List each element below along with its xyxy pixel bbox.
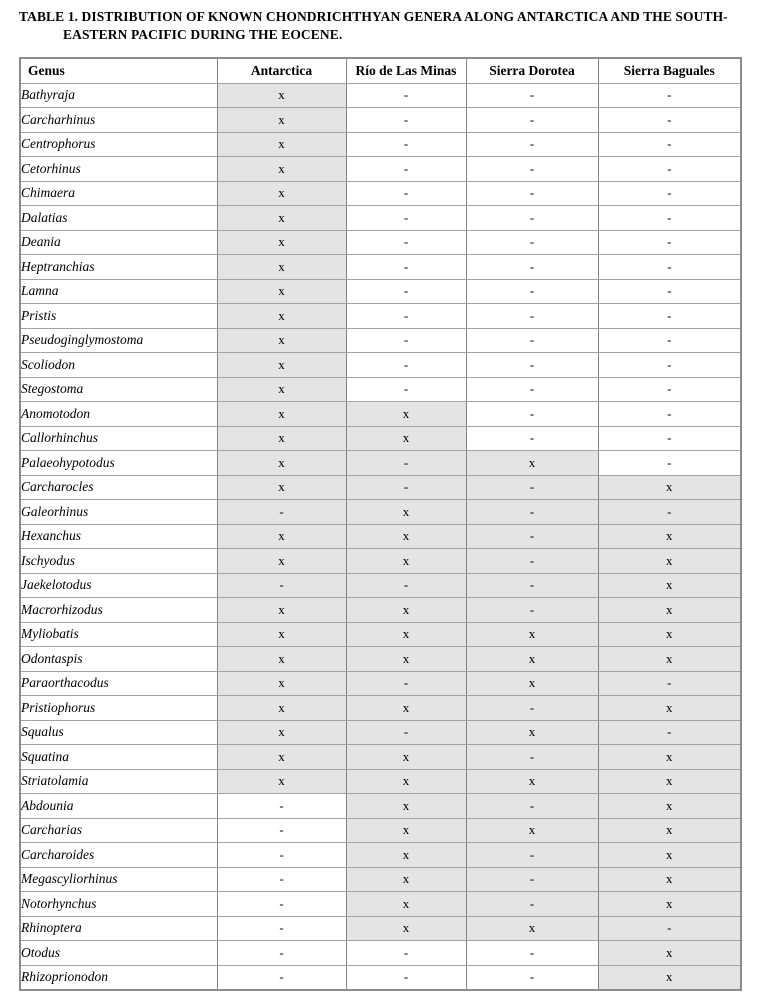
- presence-cell: x: [598, 573, 741, 598]
- presence-cell: -: [346, 328, 466, 353]
- presence-cell: -: [466, 794, 598, 819]
- presence-cell: x: [346, 843, 466, 868]
- table-row: [20, 745, 741, 770]
- presence-cell: x: [217, 426, 346, 451]
- presence-cell: x: [217, 83, 346, 108]
- col-header-rio-de-las-minas: Río de Las Minas: [346, 58, 466, 83]
- presence-cell: x: [217, 598, 346, 623]
- presence-cell: x: [598, 941, 741, 966]
- genus-cell: Cetorhinus: [20, 157, 217, 182]
- table-row: [20, 108, 741, 133]
- genus-cell: Rhinoptera: [20, 916, 217, 941]
- presence-cell: x: [217, 377, 346, 402]
- presence-cell: -: [598, 451, 741, 476]
- presence-cell: -: [466, 941, 598, 966]
- presence-cell: -: [346, 671, 466, 696]
- genus-cell: Otodus: [20, 941, 217, 966]
- presence-cell: -: [217, 794, 346, 819]
- presence-cell: -: [346, 941, 466, 966]
- presence-cell: -: [466, 573, 598, 598]
- presence-cell: x: [346, 622, 466, 647]
- presence-cell: x: [346, 549, 466, 574]
- table-body: [20, 83, 741, 990]
- presence-cell: -: [466, 475, 598, 500]
- presence-cell: x: [217, 671, 346, 696]
- presence-cell: -: [466, 377, 598, 402]
- presence-cell: -: [217, 818, 346, 843]
- table-row: [20, 475, 741, 500]
- presence-cell: x: [346, 867, 466, 892]
- presence-cell: -: [598, 304, 741, 329]
- genus-cell: Squatina: [20, 745, 217, 770]
- presence-cell: -: [466, 157, 598, 182]
- presence-cell: -: [217, 573, 346, 598]
- presence-cell: -: [217, 892, 346, 917]
- table-row: [20, 818, 741, 843]
- table-row: [20, 671, 741, 696]
- table-row: [20, 132, 741, 157]
- presence-cell: x: [466, 818, 598, 843]
- genus-cell: Dalatias: [20, 206, 217, 231]
- presence-cell: x: [346, 818, 466, 843]
- presence-cell: x: [466, 647, 598, 672]
- presence-cell: -: [598, 671, 741, 696]
- genus-cell: Carcharias: [20, 818, 217, 843]
- presence-cell: -: [346, 108, 466, 133]
- presence-cell: -: [346, 475, 466, 500]
- presence-cell: x: [598, 794, 741, 819]
- genus-cell: Bathyraja: [20, 83, 217, 108]
- presence-cell: -: [598, 255, 741, 280]
- presence-cell: -: [346, 965, 466, 990]
- genus-cell: Hexanchus: [20, 524, 217, 549]
- presence-cell: -: [346, 132, 466, 157]
- presence-cell: x: [217, 647, 346, 672]
- presence-cell: -: [217, 941, 346, 966]
- presence-cell: x: [346, 402, 466, 427]
- table-row: [20, 328, 741, 353]
- col-header-genus: Genus: [20, 58, 217, 83]
- presence-cell: -: [466, 500, 598, 525]
- presence-cell: -: [346, 83, 466, 108]
- caption-line-1: TABLE 1. DISTRIBUTION OF KNOWN CHONDRICHTHYAN GENERA ALONG ANTARCTICA AND THE SOUTH-: [19, 9, 728, 24]
- col-header-antarctica: Antarctica: [217, 58, 346, 83]
- presence-cell: -: [598, 230, 741, 255]
- genus-cell: Palaeohypotodus: [20, 451, 217, 476]
- presence-cell: x: [346, 647, 466, 672]
- genus-cell: Pseudoginglymostoma: [20, 328, 217, 353]
- presence-cell: x: [346, 769, 466, 794]
- presence-cell: -: [466, 255, 598, 280]
- presence-cell: x: [598, 867, 741, 892]
- table-row: [20, 843, 741, 868]
- presence-cell: -: [466, 132, 598, 157]
- presence-cell: -: [598, 279, 741, 304]
- presence-cell: x: [598, 549, 741, 574]
- genus-cell: Odontaspis: [20, 647, 217, 672]
- genus-cell: Deania: [20, 230, 217, 255]
- presence-cell: -: [598, 426, 741, 451]
- presence-cell: x: [598, 843, 741, 868]
- presence-cell: -: [217, 500, 346, 525]
- presence-cell: x: [466, 769, 598, 794]
- presence-cell: x: [466, 451, 598, 476]
- genus-cell: Abdounia: [20, 794, 217, 819]
- genus-cell: Squalus: [20, 720, 217, 745]
- genus-cell: Anomotodon: [20, 402, 217, 427]
- caption-line-2: EASTERN PACIFIC DURING THE EOCENE.: [63, 27, 343, 42]
- presence-cell: -: [466, 181, 598, 206]
- table-row: [20, 230, 741, 255]
- presence-cell: -: [346, 279, 466, 304]
- table-row: [20, 867, 741, 892]
- presence-cell: -: [598, 402, 741, 427]
- presence-cell: -: [466, 843, 598, 868]
- presence-cell: -: [598, 83, 741, 108]
- presence-cell: -: [346, 353, 466, 378]
- presence-cell: -: [598, 132, 741, 157]
- presence-cell: x: [217, 279, 346, 304]
- presence-cell: -: [466, 892, 598, 917]
- presence-cell: -: [346, 255, 466, 280]
- presence-cell: x: [466, 622, 598, 647]
- genus-cell: Rhizoprionodon: [20, 965, 217, 990]
- presence-cell: x: [598, 524, 741, 549]
- presence-cell: -: [466, 598, 598, 623]
- presence-cell: x: [598, 745, 741, 770]
- presence-cell: x: [346, 745, 466, 770]
- presence-cell: x: [346, 916, 466, 941]
- presence-cell: x: [217, 255, 346, 280]
- presence-cell: -: [217, 843, 346, 868]
- genus-cell: Lamna: [20, 279, 217, 304]
- presence-cell: -: [217, 867, 346, 892]
- table-row: [20, 206, 741, 231]
- table-row: [20, 696, 741, 721]
- table-row: [20, 916, 741, 941]
- col-header-sierra-dorotea: Sierra Dorotea: [466, 58, 598, 83]
- genus-cell: Macrorhizodus: [20, 598, 217, 623]
- presence-cell: x: [598, 696, 741, 721]
- presence-cell: -: [466, 353, 598, 378]
- table-row: [20, 181, 741, 206]
- table-row: [20, 941, 741, 966]
- presence-cell: -: [466, 867, 598, 892]
- presence-cell: x: [217, 402, 346, 427]
- genus-cell: Myliobatis: [20, 622, 217, 647]
- presence-cell: x: [346, 696, 466, 721]
- presence-cell: -: [346, 304, 466, 329]
- presence-cell: x: [598, 598, 741, 623]
- genus-cell: Striatolamia: [20, 769, 217, 794]
- genus-cell: Pristis: [20, 304, 217, 329]
- presence-cell: -: [346, 181, 466, 206]
- genus-cell: Scoliodon: [20, 353, 217, 378]
- col-header-sierra-baguales: Sierra Baguales: [598, 58, 741, 83]
- table-row: [20, 622, 741, 647]
- genus-cell: Centrophorus: [20, 132, 217, 157]
- table-row: [20, 965, 741, 990]
- genus-cell: Pristiophorus: [20, 696, 217, 721]
- presence-cell: x: [598, 965, 741, 990]
- table-row: [20, 353, 741, 378]
- presence-cell: x: [217, 353, 346, 378]
- presence-cell: -: [466, 230, 598, 255]
- table-row: [20, 255, 741, 280]
- presence-cell: -: [466, 108, 598, 133]
- presence-cell: -: [598, 720, 741, 745]
- genus-cell: Carcharoides: [20, 843, 217, 868]
- genus-cell: Callorhinchus: [20, 426, 217, 451]
- presence-cell: -: [598, 377, 741, 402]
- presence-cell: x: [598, 769, 741, 794]
- presence-cell: x: [217, 622, 346, 647]
- genus-cell: Stegostoma: [20, 377, 217, 402]
- table-row: [20, 769, 741, 794]
- presence-cell: x: [466, 671, 598, 696]
- table-row: [20, 647, 741, 672]
- presence-cell: x: [598, 818, 741, 843]
- table-row: [20, 549, 741, 574]
- presence-cell: -: [466, 328, 598, 353]
- table-row: [20, 426, 741, 451]
- table-row: [20, 794, 741, 819]
- presence-cell: -: [466, 696, 598, 721]
- presence-cell: x: [598, 647, 741, 672]
- presence-cell: x: [217, 549, 346, 574]
- genus-cell: Chimaera: [20, 181, 217, 206]
- presence-cell: x: [217, 524, 346, 549]
- presence-cell: -: [217, 965, 346, 990]
- presence-cell: -: [346, 206, 466, 231]
- presence-cell: x: [346, 500, 466, 525]
- distribution-table: [19, 57, 742, 991]
- presence-cell: -: [346, 157, 466, 182]
- table-row: [20, 720, 741, 745]
- presence-cell: -: [598, 916, 741, 941]
- presence-cell: -: [598, 157, 741, 182]
- presence-cell: x: [217, 720, 346, 745]
- genus-cell: Carcharhinus: [20, 108, 217, 133]
- genus-cell: Jaekelotodus: [20, 573, 217, 598]
- presence-cell: x: [346, 598, 466, 623]
- presence-cell: x: [217, 475, 346, 500]
- presence-cell: x: [346, 892, 466, 917]
- presence-cell: -: [346, 720, 466, 745]
- table-row: [20, 377, 741, 402]
- presence-cell: x: [217, 328, 346, 353]
- table-row: [20, 573, 741, 598]
- genus-cell: Megascyliorhinus: [20, 867, 217, 892]
- table-row: [20, 279, 741, 304]
- presence-cell: x: [217, 181, 346, 206]
- presence-cell: -: [466, 402, 598, 427]
- presence-cell: -: [598, 328, 741, 353]
- presence-cell: x: [466, 916, 598, 941]
- presence-cell: -: [466, 426, 598, 451]
- presence-cell: -: [466, 524, 598, 549]
- presence-cell: x: [217, 230, 346, 255]
- presence-cell: -: [466, 83, 598, 108]
- presence-cell: x: [217, 451, 346, 476]
- table-row: [20, 500, 741, 525]
- presence-cell: x: [217, 696, 346, 721]
- presence-cell: -: [466, 965, 598, 990]
- presence-cell: x: [346, 794, 466, 819]
- table-row: [20, 402, 741, 427]
- genus-cell: Notorhynchus: [20, 892, 217, 917]
- presence-cell: -: [217, 916, 346, 941]
- presence-cell: x: [217, 745, 346, 770]
- table-row: [20, 451, 741, 476]
- presence-cell: -: [346, 377, 466, 402]
- presence-cell: -: [466, 549, 598, 574]
- table-row: [20, 524, 741, 549]
- genus-cell: Heptranchias: [20, 255, 217, 280]
- genus-cell: Carcharocles: [20, 475, 217, 500]
- table-row: [20, 83, 741, 108]
- presence-cell: x: [217, 108, 346, 133]
- header-row: [20, 58, 741, 83]
- genus-cell: Ischyodus: [20, 549, 217, 574]
- genus-cell: Paraorthacodus: [20, 671, 217, 696]
- presence-cell: x: [598, 475, 741, 500]
- presence-cell: -: [346, 573, 466, 598]
- presence-cell: x: [217, 157, 346, 182]
- presence-cell: -: [598, 353, 741, 378]
- presence-cell: -: [466, 206, 598, 231]
- presence-cell: x: [598, 892, 741, 917]
- table-row: [20, 892, 741, 917]
- presence-cell: -: [466, 279, 598, 304]
- table-row: [20, 598, 741, 623]
- presence-cell: x: [466, 720, 598, 745]
- presence-cell: x: [217, 206, 346, 231]
- presence-cell: -: [346, 451, 466, 476]
- presence-cell: -: [598, 108, 741, 133]
- presence-cell: x: [217, 304, 346, 329]
- table-row: [20, 304, 741, 329]
- presence-cell: -: [466, 304, 598, 329]
- presence-cell: x: [598, 622, 741, 647]
- presence-cell: x: [346, 426, 466, 451]
- presence-cell: -: [346, 230, 466, 255]
- presence-cell: x: [217, 769, 346, 794]
- presence-cell: x: [217, 132, 346, 157]
- genus-cell: Galeorhinus: [20, 500, 217, 525]
- table-caption: [19, 8, 767, 44]
- table-row: [20, 157, 741, 182]
- presence-cell: -: [466, 745, 598, 770]
- presence-cell: -: [598, 206, 741, 231]
- presence-cell: -: [598, 181, 741, 206]
- presence-cell: -: [598, 500, 741, 525]
- presence-cell: x: [346, 524, 466, 549]
